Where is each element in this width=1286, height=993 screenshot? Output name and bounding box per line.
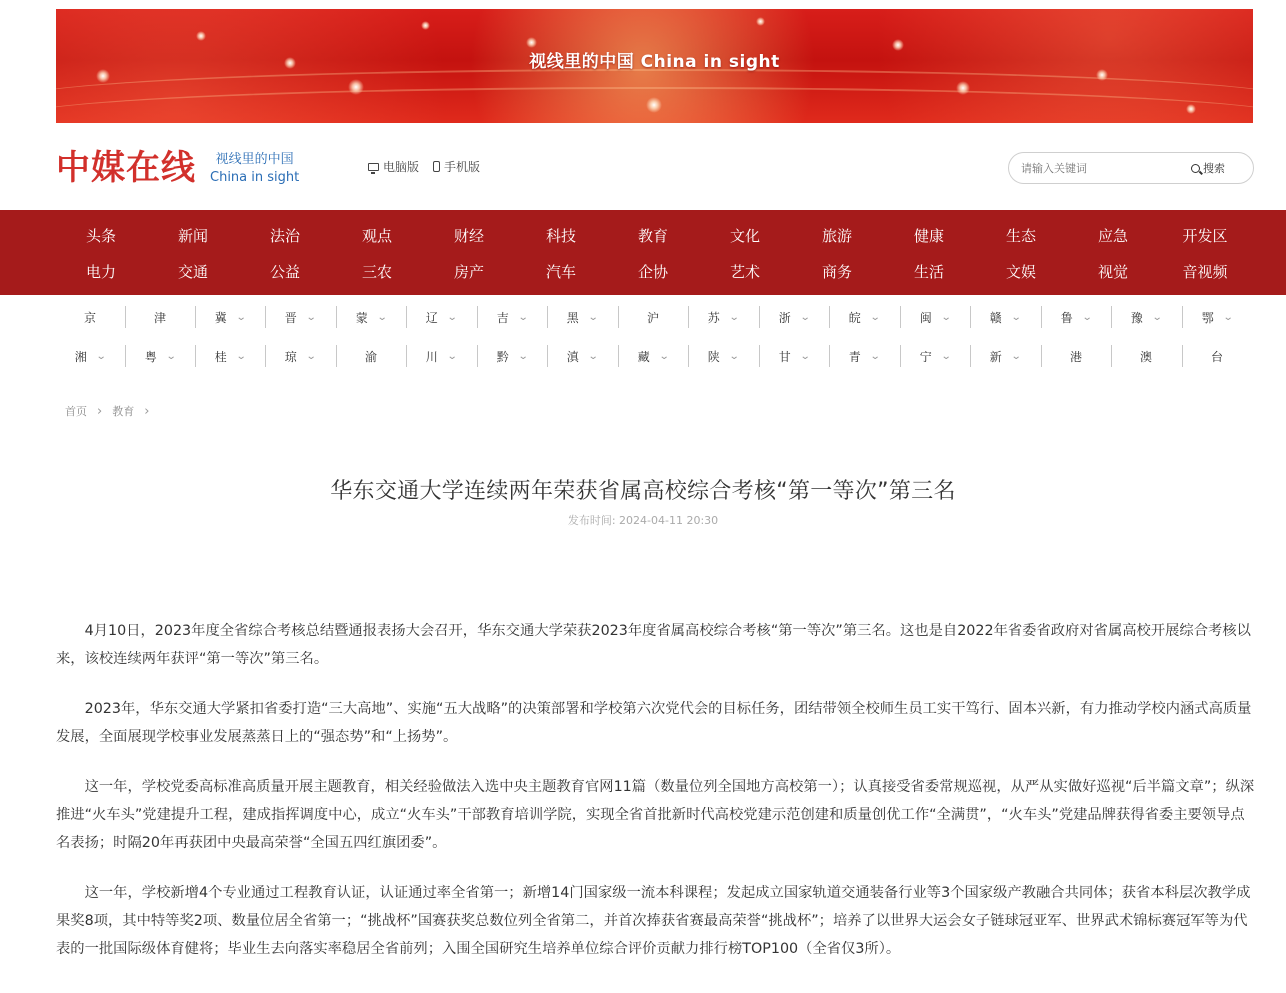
province-label: 赣: [989, 310, 1002, 325]
province-label: 辽: [425, 310, 438, 325]
province-item[interactable]: [1111, 306, 1181, 328]
province-item[interactable]: [970, 306, 1040, 328]
nav-item[interactable]: 电力: [85, 263, 116, 281]
province-item[interactable]: [195, 345, 265, 367]
mobile-version-label: 手机版: [444, 160, 481, 174]
province-label: 京: [83, 310, 96, 325]
article-title: 华东交通大学连续两年荣获省属高校综合考核“第一等次”第三名: [330, 479, 956, 504]
province-label: 鲁: [1060, 310, 1073, 325]
chevron-down-icon: ⌄: [940, 311, 952, 323]
breadcrumb-home[interactable]: 首页: [65, 405, 87, 418]
site-logo[interactable]: 中媒在线: [56, 148, 196, 188]
chevron-down-icon: ⌄: [446, 311, 458, 323]
chevron-down-icon: ⌄: [658, 350, 670, 362]
banner-sparkle: [956, 81, 970, 95]
province-label: 滇: [566, 349, 579, 364]
nav-item[interactable]: 交通: [177, 263, 208, 281]
breadcrumb-section[interactable]: 教育: [112, 405, 135, 418]
chevron-down-icon: ⌄: [1081, 311, 1093, 323]
province-item[interactable]: [265, 306, 335, 328]
province-label: 苏: [707, 310, 720, 325]
banner-sparkle: [348, 79, 364, 95]
province-item[interactable]: [547, 345, 617, 367]
nav-item[interactable]: 教育: [637, 227, 668, 245]
province-item[interactable]: [125, 345, 195, 367]
phone-icon: [433, 161, 440, 172]
province-item[interactable]: [759, 306, 829, 328]
chevron-down-icon: ⌄: [728, 311, 740, 323]
province-label: 渝: [364, 349, 377, 364]
article-paragraph: 这一年，学校新增4个专业通过工程教育认证，认证通过率全省第一；新增14门国家级一流本科课程；发起成立国家轨道交通装备行业等3个国家级产教融合共同体；获省本科层次教学成果奖8项，其中特等奖2项、数量位居全省第一；“挑战杯”国赛获奖总数位列全省第二，并首次捧获省赛最高荣誉“挑战杯”；培养了以世界大运会女子链球冠亚军、世界武术锦标赛冠军等为代表的一批国际级体育健将；毕业生去向落实率稳居全省前列；入围全国研究生培养单位综合评价贡献力排行榜TOP100（全省仅3所）。: [56, 885, 1251, 957]
nav-item[interactable]: 房产: [453, 263, 484, 281]
province-label: 浙: [778, 310, 791, 325]
chevron-down-icon: ⌄: [940, 350, 952, 362]
province-item[interactable]: [900, 306, 970, 328]
chevron-down-icon: ⌄: [165, 350, 177, 362]
nav-item[interactable]: 汽车: [545, 263, 576, 281]
province-item[interactable]: [477, 306, 547, 328]
slogan-en: China in sight: [210, 170, 300, 185]
province-label: 桂: [214, 349, 227, 364]
province-item[interactable]: [900, 345, 970, 367]
pc-version-label: 电脑版: [383, 160, 420, 174]
province-item[interactable]: [125, 306, 195, 328]
province-item[interactable]: [829, 306, 899, 328]
article-paragraph: 2023年，华东交通大学紧扣省委打造“三大高地”、实施“五大战略”的决策部署和学校第六次党代会的目标任务，团结带领全校师生员工实干笃行、固本兴新，有力推动学校内涵式高质量发展，全面展现学校事业发展蒸蒸日上的“强态势”和“上扬势”。: [56, 701, 1252, 745]
province-item[interactable]: [618, 345, 688, 367]
pc-version-link[interactable]: [368, 158, 419, 175]
search-input[interactable]: [1021, 162, 1191, 175]
province-label: 藏: [637, 349, 650, 364]
nav-item[interactable]: 生态: [1005, 227, 1036, 245]
chevron-down-icon: ⌄: [235, 350, 247, 362]
monitor-icon: [368, 163, 379, 171]
chevron-down-icon: ⌄: [728, 350, 740, 362]
chevron-down-icon: ⌄: [305, 311, 317, 323]
chevron-down-icon: ⌄: [869, 311, 881, 323]
banner-sparkle: [421, 21, 430, 30]
province-label: 黔: [496, 349, 509, 364]
publish-time-label: 发布时间:: [567, 514, 616, 527]
province-label: 湘: [74, 349, 87, 364]
province-item[interactable]: [195, 306, 265, 328]
nav-item[interactable]: 三农: [361, 263, 392, 281]
nav-item[interactable]: 开发区: [1182, 227, 1228, 245]
province-item[interactable]: [1182, 345, 1252, 367]
province-item[interactable]: [1182, 306, 1252, 328]
nav-item[interactable]: 商务: [821, 263, 852, 281]
banner-sparkle: [196, 31, 206, 41]
chevron-down-icon: ⌄: [799, 350, 811, 362]
nav-item[interactable]: 艺术: [729, 263, 760, 281]
breadcrumb: [65, 403, 149, 419]
province-label: 蒙: [355, 310, 368, 325]
province-label: 港: [1069, 349, 1082, 364]
chevron-down-icon: ⌄: [1010, 350, 1022, 362]
chevron-down-icon: ⌄: [517, 350, 529, 362]
chevron-right-icon: ›: [97, 403, 103, 419]
province-label: 川: [425, 349, 438, 364]
publish-time-value: 2024-04-11 20:30: [619, 514, 719, 527]
nav-item[interactable]: 文娱: [1005, 263, 1036, 281]
search-button-label: 搜索: [1203, 162, 1225, 175]
banner-sparkle: [1186, 104, 1196, 114]
chevron-down-icon: ⌄: [587, 311, 599, 323]
slogan-cn: 视线里的中国: [215, 152, 294, 167]
site-slogan: [210, 151, 299, 187]
chevron-down-icon: ⌄: [1222, 311, 1234, 323]
province-label: 鄂: [1201, 310, 1214, 325]
province-label: 豫: [1130, 310, 1143, 325]
province-label: 冀: [214, 310, 227, 325]
province-label: 皖: [848, 310, 861, 325]
province-item[interactable]: [547, 306, 617, 328]
province-item[interactable]: [336, 306, 406, 328]
province-label: 吉: [496, 310, 509, 325]
nav-item[interactable]: 企协: [637, 263, 668, 281]
province-label: 陕: [707, 349, 720, 364]
article-body: [56, 617, 1256, 985]
province-item[interactable]: [688, 345, 758, 367]
nav-item[interactable]: 文化: [729, 227, 760, 245]
banner-title: 视线里的中国 China in sight: [529, 52, 780, 72]
province-label: 津: [153, 310, 166, 325]
publish-time: [0, 512, 1286, 528]
province-label: 宁: [919, 349, 932, 364]
search-icon: [1191, 164, 1200, 173]
search-button[interactable]: [1191, 160, 1225, 176]
chevron-down-icon: ⌄: [587, 350, 599, 362]
chevron-down-icon: ⌄: [305, 350, 317, 362]
chevron-down-icon: ⌄: [1010, 311, 1022, 323]
banner-sparkle: [646, 97, 662, 113]
chevron-right-icon: ›: [144, 403, 150, 419]
nav-item[interactable]: 音视频: [1182, 263, 1228, 281]
mobile-version-link[interactable]: [433, 158, 480, 175]
article-paragraph: 4月10日，2023年度全省综合考核总结暨通报表扬大会召开，华东交通大学荣获2023年度省属高校综合考核“第一等次”第三名。这也是自2022年省委省政府对省属高校开展综合考核以来，该校连续两年获评“第一等次”第三名。: [56, 623, 1251, 667]
province-item[interactable]: [1041, 306, 1111, 328]
chevron-down-icon: ⌄: [446, 350, 458, 362]
chevron-down-icon: ⌄: [869, 350, 881, 362]
search-box: [1008, 152, 1254, 184]
province-label: 琼: [284, 349, 297, 364]
province-item[interactable]: [688, 306, 758, 328]
province-label: 晋: [284, 310, 297, 325]
nav-item[interactable]: 财经: [453, 227, 484, 245]
chevron-down-icon: ⌄: [1151, 311, 1163, 323]
province-item[interactable]: [477, 345, 547, 367]
province-label: 沪: [646, 310, 659, 325]
banner-sparkle: [756, 17, 765, 26]
main-nav: [0, 210, 1286, 295]
nav-item[interactable]: 生活: [913, 263, 944, 281]
province-item[interactable]: [1041, 345, 1111, 367]
chevron-down-icon: ⌄: [235, 311, 247, 323]
province-label: 粤: [144, 349, 157, 364]
province-label: 闽: [919, 310, 932, 325]
nav-item[interactable]: 观点: [361, 227, 392, 245]
nav-item[interactable]: 头条: [85, 227, 116, 245]
article-paragraph: 这一年，学校党委高标准高质量开展主题教育，相关经验做法入选中央主题教育官网11篇（数量位列全国地方高校第一）；认真接受省委常规巡视，从严从实做好巡视“后半篇文章”；纵深推进“火车头”党建提升工程，建成指挥调度中心，成立“火车头”干部教育培训学院，实现全省首批新时代高校党建示范创建和质量创优工作“全满贯”，“火车头”党建品牌获得省委主要领导点名表扬；时隔20年再获团中央最高荣誉“全国五四红旗团委”。: [56, 779, 1255, 851]
chevron-down-icon: ⌄: [517, 311, 529, 323]
province-item[interactable]: [406, 306, 476, 328]
province-item[interactable]: [265, 345, 335, 367]
view-switch: [368, 158, 480, 175]
chevron-down-icon: ⌄: [376, 311, 388, 323]
nav-item[interactable]: 应急: [1097, 227, 1128, 245]
province-item[interactable]: [829, 345, 899, 367]
province-label: 甘: [778, 349, 791, 364]
nav-item[interactable]: 科技: [545, 227, 576, 245]
top-banner: [56, 9, 1253, 123]
province-label: 青: [848, 349, 861, 364]
province-item[interactable]: [759, 345, 829, 367]
chevron-down-icon: ⌄: [799, 311, 811, 323]
province-label: 黑: [566, 310, 579, 325]
province-label: 新: [989, 349, 1002, 364]
province-item[interactable]: [406, 345, 476, 367]
province-item[interactable]: [55, 306, 125, 328]
province-item[interactable]: [336, 345, 406, 367]
province-item[interactable]: [618, 306, 688, 328]
province-item[interactable]: [1111, 345, 1181, 367]
province-label: 台: [1210, 349, 1223, 364]
chevron-down-icon: ⌄: [95, 350, 107, 362]
nav-item[interactable]: 新闻: [177, 227, 208, 245]
nav-item[interactable]: 旅游: [821, 227, 852, 245]
nav-item[interactable]: 法治: [269, 227, 300, 245]
nav-item[interactable]: 公益: [269, 263, 300, 281]
province-item[interactable]: [970, 345, 1040, 367]
nav-item[interactable]: 视觉: [1097, 263, 1128, 281]
nav-item[interactable]: 健康: [913, 227, 944, 245]
province-item[interactable]: [55, 345, 125, 367]
province-label: 澳: [1139, 349, 1152, 364]
